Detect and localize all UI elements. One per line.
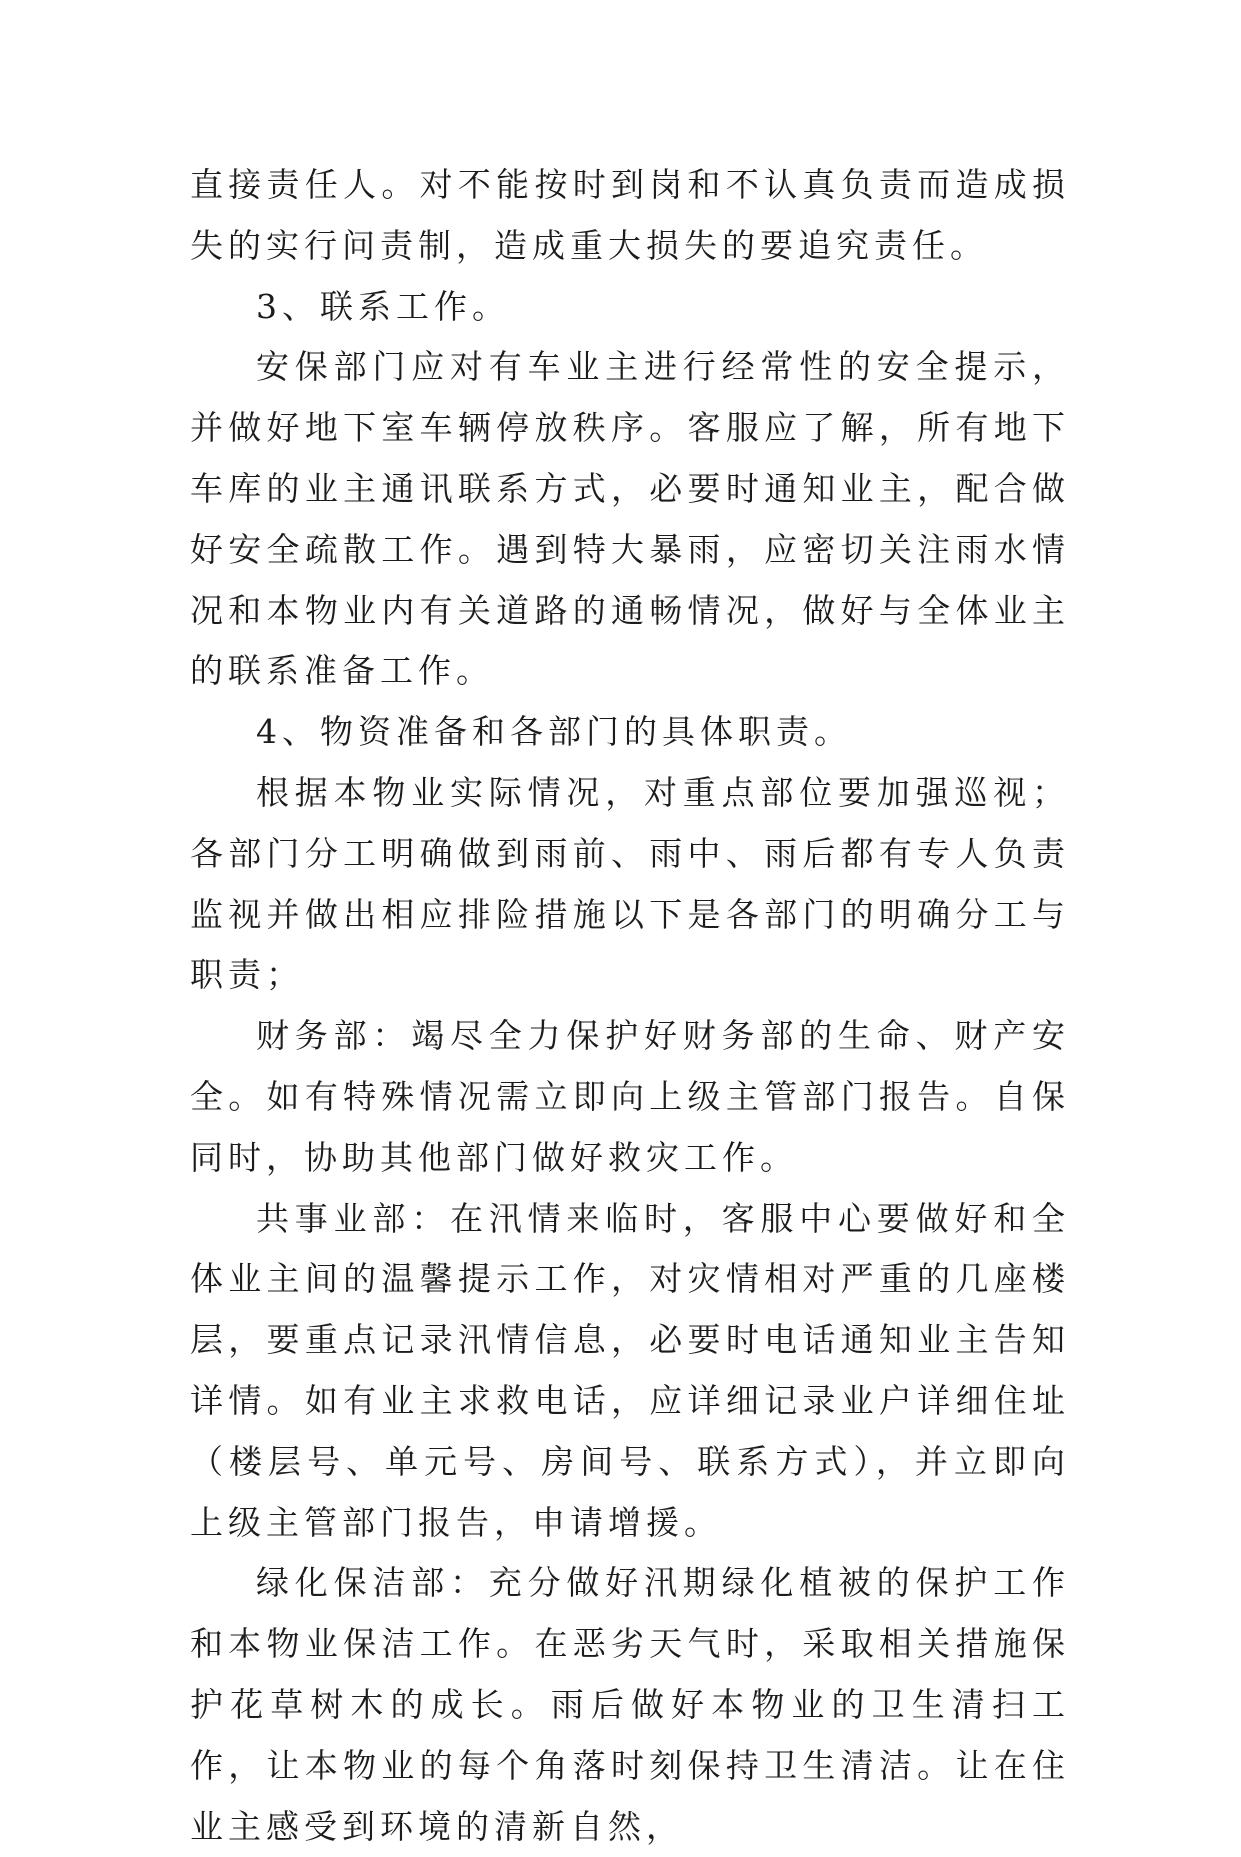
- paragraph-1: 直接责任人。对不能按时到岗和不认真负责而造成损失的实行问责制，造成重大损失的要追究责任。: [190, 165, 1070, 265]
- paragraph-security-contact: 安保部门应对有车业主进行经常性的安全提示，并做好地下室车辆停放秩序。客服应了解，所有地下车库的业主通讯联系方式，必要时通知业主，配合做好安全疏散工作。遇到特大暴雨，应密切关注雨水情况和本物业内有关道路的通畅情况，做好与全体业主的联系准备工作。: [190, 347, 1070, 691]
- section-heading-4: 4、物资准备和各部门的具体职责。: [256, 712, 852, 752]
- paragraph-public-affairs-dept: 共事业部：在汛情来临时，客服中心要做好和全体业主间的温馨提示工作，对灾情相对严重的几座楼层，要重点记录汛情信息，必要时电话通知业主告知详情。如有业主求救电话，应详细记录业户详细住址（楼层号、单元号、房间号、联系方式），并立即向上级主管部门报告，申请增援。: [190, 1198, 1070, 1542]
- section-heading-3: 3、联系工作。: [256, 286, 510, 326]
- paragraph-greening-cleaning-dept: 绿化保洁部：充分做好汛期绿化植被的保护工作和本物业保洁工作。在恶劣天气时，采取相关措施保护花草树木的成长。雨后做好本物业的卫生清扫工作，让本物业的每个角落时刻保持卫生清洁。让在住业主感受到环境的清新自然，: [190, 1563, 1070, 1846]
- document-body: [190, 155, 1070, 1857]
- paragraph-finance-dept: 财务部：竭尽全力保护好财务部的生命、财产安全。如有特殊情况需立即向上级主管部门报告。自保同时，协助其他部门做好救灾工作。: [190, 1016, 1070, 1177]
- paragraph-inspection: 根据本物业实际情况，对重点部位要加强巡视；各部门分工明确做到雨前、雨中、雨后都有专人负责监视并做出相应排险措施以下是各部门的明确分工与职责；: [190, 772, 1070, 995]
